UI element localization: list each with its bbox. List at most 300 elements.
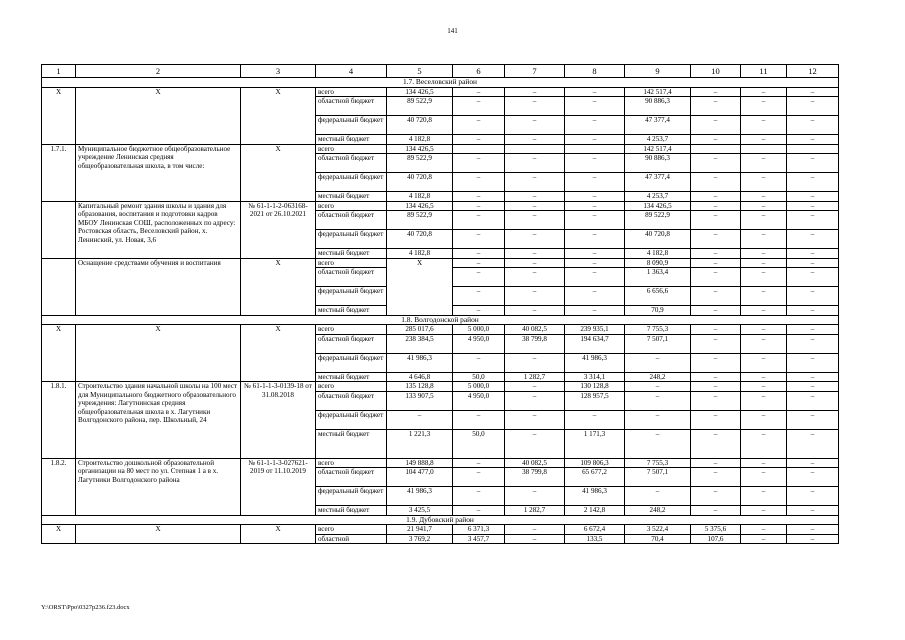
value-cell: 89 522,9 <box>625 211 691 230</box>
value-cell: 38 799,8 <box>505 334 565 353</box>
value-cell: – <box>691 382 741 392</box>
value-cell: – <box>741 468 787 487</box>
funding-source: областной бюджет <box>316 334 387 353</box>
value-cell: 1 363,4 <box>625 268 691 287</box>
funding-source: федеральный бюджет <box>316 353 387 372</box>
value-cell: 3 425,5 <box>387 506 453 516</box>
value-cell: – <box>741 97 787 116</box>
value-cell: – <box>787 135 839 145</box>
value-cell: – <box>787 116 839 135</box>
table-row <box>42 87 839 97</box>
funding-source: федеральный бюджет <box>316 410 387 429</box>
value-cell: – <box>565 116 625 135</box>
value-cell: 3 314,1 <box>565 372 625 382</box>
value-cell: 142 517,4 <box>625 87 691 97</box>
value-cell: – <box>787 391 839 410</box>
value-cell: – <box>741 201 787 211</box>
value-cell: – <box>691 135 741 145</box>
item-number: Х <box>42 525 76 544</box>
value-cell: – <box>691 97 741 116</box>
table-row <box>42 201 839 211</box>
funding-source: всего <box>316 458 387 468</box>
value-cell: – <box>505 382 565 392</box>
value-cell: 50,0 <box>453 372 505 382</box>
column-header: 9 <box>625 65 691 78</box>
value-cell: – <box>505 306 565 316</box>
value-cell: 41 986,3 <box>387 487 453 506</box>
value-cell: 3 522,4 <box>625 525 691 535</box>
value-cell: – <box>625 391 691 410</box>
value-cell: – <box>691 249 741 259</box>
value-cell: – <box>453 135 505 145</box>
value-cell: 7 755,3 <box>625 458 691 468</box>
value-cell: – <box>691 211 741 230</box>
value-cell: – <box>787 506 839 516</box>
funding-source: местный бюджет <box>316 306 387 316</box>
value-cell: – <box>505 258 565 268</box>
funding-source: всего <box>316 87 387 97</box>
value-cell: 1 171,3 <box>565 429 625 458</box>
item-number: 1.7.1. <box>42 144 76 201</box>
value-cell: 5 000,0 <box>453 382 505 392</box>
value-cell: 239 935,1 <box>565 325 625 335</box>
value-cell: – <box>741 458 787 468</box>
value-cell: – <box>565 230 625 249</box>
value-cell: – <box>505 268 565 287</box>
value-cell: – <box>741 268 787 287</box>
value-cell: 4 182,8 <box>387 135 453 145</box>
value-cell: – <box>741 353 787 372</box>
expertise-reference: Х <box>241 87 316 144</box>
value-cell: – <box>691 372 741 382</box>
value-cell: 109 806,3 <box>565 458 625 468</box>
column-header: 3 <box>241 65 316 78</box>
value-cell: – <box>453 173 505 192</box>
value-cell: – <box>741 334 787 353</box>
value-cell: – <box>787 192 839 202</box>
value-cell: 89 522,9 <box>387 211 453 230</box>
funding-source: местный бюджет <box>316 249 387 259</box>
column-header: 5 <box>387 65 453 78</box>
funding-source: всего <box>316 325 387 335</box>
value-cell <box>505 144 565 154</box>
value-cell: – <box>625 487 691 506</box>
value-cell: – <box>387 410 453 429</box>
value-cell: – <box>691 468 741 487</box>
value-cell: – <box>565 410 625 429</box>
value-cell: – <box>691 258 741 268</box>
value-cell: – <box>453 230 505 249</box>
value-cell <box>453 144 505 154</box>
file-path-footer: Y:\ORST\Ppo\0327p236.f23.docx <box>41 604 130 611</box>
value-cell: – <box>787 258 839 268</box>
value-cell: 70,4 <box>625 534 691 544</box>
expertise-reference: Х <box>241 325 316 382</box>
column-header: 2 <box>76 65 241 78</box>
item-name: Оснащение средствами обучения и воспитания <box>76 258 241 315</box>
table-row <box>42 325 839 335</box>
value-cell: 135 128,8 <box>387 382 453 392</box>
value-cell: 47 377,4 <box>625 116 691 135</box>
value-cell: – <box>741 192 787 202</box>
value-cell: 285 017,6 <box>387 325 453 335</box>
funding-source: всего <box>316 201 387 211</box>
value-cell: – <box>787 429 839 458</box>
value-cell: – <box>565 258 625 268</box>
value-cell: – <box>453 410 505 429</box>
value-cell: – <box>691 353 741 372</box>
value-cell: – <box>787 230 839 249</box>
item-number <box>42 201 76 258</box>
value-cell: – <box>787 173 839 192</box>
value-cell: – <box>505 287 565 306</box>
value-cell: 248,2 <box>625 506 691 516</box>
value-cell: 4 182,8 <box>387 249 453 259</box>
funding-source: местный бюджет <box>316 506 387 516</box>
value-cell: 5 375,6 <box>691 525 741 535</box>
value-cell: – <box>691 506 741 516</box>
column-header: 7 <box>505 65 565 78</box>
value-cell: 40 720,8 <box>387 116 453 135</box>
funding-source: всего <box>316 258 387 268</box>
expertise-reference: Х <box>241 144 316 201</box>
value-cell: 4 950,0 <box>453 334 505 353</box>
section-title: 1.8. Волгодонской район <box>42 315 839 325</box>
value-cell: – <box>625 353 691 372</box>
value-cell: 133 907,5 <box>387 391 453 410</box>
item-name: Х <box>76 525 241 544</box>
value-cell: – <box>741 429 787 458</box>
value-cell: 4 182,8 <box>387 192 453 202</box>
value-cell: – <box>565 287 625 306</box>
value-cell: 50,0 <box>453 429 505 458</box>
value-cell: 1 282,7 <box>505 372 565 382</box>
expertise-reference: № 61-1-1-3-027621-2019 от 11.10.2019 <box>241 458 316 515</box>
budget-table <box>41 64 839 544</box>
value-cell: – <box>741 173 787 192</box>
value-cell: – <box>505 154 565 173</box>
section-title: 1.7. Веселовский район <box>42 78 839 88</box>
value-cell: – <box>453 249 505 259</box>
value-cell: 1 282,7 <box>505 506 565 516</box>
value-cell: 41 986,3 <box>565 353 625 372</box>
value-cell: 149 888,8 <box>387 458 453 468</box>
value-cell: – <box>505 534 565 544</box>
value-cell: – <box>691 173 741 192</box>
value-cell: – <box>453 201 505 211</box>
funding-source: областной бюджет <box>316 268 387 287</box>
value-cell: – <box>505 230 565 249</box>
value-cell: 5 000,0 <box>453 325 505 335</box>
value-cell: – <box>691 391 741 410</box>
item-name: Строительство дошкольной образовательной организации на 80 мест по ул. Степная 1 а в х. Лагутники Волгодонского района <box>76 458 241 515</box>
value-cell: 128 957,5 <box>565 391 625 410</box>
value-cell: – <box>565 306 625 316</box>
value-cell <box>787 144 839 154</box>
value-cell: 238 384,5 <box>387 334 453 353</box>
value-cell: – <box>741 382 787 392</box>
funding-source: областной бюджет <box>316 211 387 230</box>
funding-source: местный бюджет <box>316 372 387 382</box>
value-cell: 104 477,0 <box>387 468 453 487</box>
funding-source: местный бюджет <box>316 192 387 202</box>
value-cell: – <box>787 306 839 316</box>
column-header: 11 <box>741 65 787 78</box>
value-cell: 90 886,3 <box>625 154 691 173</box>
value-cell: – <box>625 429 691 458</box>
value-cell: – <box>691 458 741 468</box>
value-cell: – <box>787 201 839 211</box>
value-cell: 2 142,8 <box>565 506 625 516</box>
value-cell: – <box>453 487 505 506</box>
value-cell: – <box>787 382 839 392</box>
value-cell: – <box>453 192 505 202</box>
item-number <box>42 258 76 315</box>
value-cell: – <box>787 410 839 429</box>
value-cell: – <box>741 506 787 516</box>
value-cell: – <box>505 97 565 116</box>
value-cell: – <box>565 201 625 211</box>
item-name: Х <box>76 87 241 144</box>
value-cell: – <box>691 154 741 173</box>
value-cell: – <box>741 325 787 335</box>
value-cell: 3 769,2 <box>387 534 453 544</box>
value-cell: – <box>787 287 839 306</box>
value-cell: – <box>505 87 565 97</box>
value-cell: – <box>625 382 691 392</box>
funding-source: федеральный бюджет <box>316 230 387 249</box>
value-cell: – <box>505 353 565 372</box>
value-cell: 134 426,5 <box>625 201 691 211</box>
value-cell: – <box>787 487 839 506</box>
value-cell: – <box>741 135 787 145</box>
value-cell: – <box>691 230 741 249</box>
item-number: 1.8.1. <box>42 382 76 459</box>
funding-source: федеральный бюджет <box>316 287 387 306</box>
value-cell: 6 656,6 <box>625 287 691 306</box>
value-cell: – <box>787 372 839 382</box>
value-cell: – <box>505 410 565 429</box>
value-cell: 40 720,8 <box>387 230 453 249</box>
value-cell: 4 253,7 <box>625 135 691 145</box>
value-cell: 107,6 <box>691 534 741 544</box>
item-number: Х <box>42 87 76 144</box>
value-cell: 90 886,3 <box>625 97 691 116</box>
value-cell: – <box>741 230 787 249</box>
value-cell: – <box>453 211 505 230</box>
value-cell: – <box>691 334 741 353</box>
value-cell: 21 941,7 <box>387 525 453 535</box>
value-cell: – <box>505 192 565 202</box>
value-cell: – <box>787 249 839 259</box>
funding-source: областной бюджет <box>316 154 387 173</box>
value-cell: – <box>741 116 787 135</box>
item-name: Муниципальное бюджетное общеобразовательное учреждение Ленинская средняя общеобразовательная школа, в том числе: <box>76 144 241 201</box>
value-cell: – <box>787 97 839 116</box>
column-header: 12 <box>787 65 839 78</box>
value-cell: – <box>565 249 625 259</box>
value-cell: 89 522,9 <box>387 154 453 173</box>
funding-source: всего <box>316 382 387 392</box>
value-cell: – <box>741 391 787 410</box>
value-cell: 4 182,8 <box>625 249 691 259</box>
value-cell: – <box>691 87 741 97</box>
value-cell: – <box>741 372 787 382</box>
value-cell: – <box>453 97 505 116</box>
value-cell: – <box>505 201 565 211</box>
funding-source: всего <box>316 525 387 535</box>
value-cell: 65 677,2 <box>565 468 625 487</box>
column-header-row <box>42 65 839 78</box>
value-cell: – <box>505 429 565 458</box>
value-cell: – <box>787 534 839 544</box>
value-cell: – <box>565 87 625 97</box>
value-cell: 40 720,8 <box>625 230 691 249</box>
value-cell: – <box>741 287 787 306</box>
value-cell: 194 634,7 <box>565 334 625 353</box>
item-name: Строительство здания начальной школы на 100 мест для Муниципального бюджетного образовательного учреждения: Лагутнинская средняя общеобразовательная школа в х. Лагутники Волгодонского района, пер. Школьный, 24 <box>76 382 241 459</box>
value-cell: – <box>787 525 839 535</box>
value-cell: 7 507,1 <box>625 468 691 487</box>
item-name: Х <box>76 325 241 382</box>
value-cell: – <box>505 391 565 410</box>
value-cell: Х <box>387 258 453 315</box>
section-row <box>42 78 839 88</box>
value-cell: – <box>453 306 505 316</box>
value-cell: – <box>565 211 625 230</box>
value-cell: 40 082,5 <box>505 325 565 335</box>
value-cell: – <box>741 525 787 535</box>
value-cell: – <box>741 249 787 259</box>
value-cell: 7 507,1 <box>625 334 691 353</box>
value-cell: 134 426,5 <box>387 87 453 97</box>
funding-source: федеральный бюджет <box>316 487 387 506</box>
value-cell: – <box>453 268 505 287</box>
value-cell: 41 986,3 <box>565 487 625 506</box>
value-cell: – <box>565 97 625 116</box>
value-cell: – <box>565 173 625 192</box>
value-cell: – <box>741 258 787 268</box>
value-cell: – <box>787 211 839 230</box>
expertise-reference: Х <box>241 525 316 544</box>
value-cell: 40 720,8 <box>387 173 453 192</box>
value-cell: – <box>691 306 741 316</box>
value-cell: – <box>787 154 839 173</box>
value-cell: 4 646,8 <box>387 372 453 382</box>
value-cell: – <box>691 487 741 506</box>
value-cell: – <box>453 287 505 306</box>
table-row <box>42 258 839 268</box>
column-header: 10 <box>691 65 741 78</box>
section-title: 1.9. Дубовский район <box>42 515 839 525</box>
funding-source: областной <box>316 534 387 544</box>
value-cell: – <box>691 325 741 335</box>
value-cell: 89 522,9 <box>387 97 453 116</box>
value-cell: – <box>453 506 505 516</box>
value-cell: – <box>453 468 505 487</box>
funding-source: областной бюджет <box>316 97 387 116</box>
value-cell: 1 221,3 <box>387 429 453 458</box>
value-cell: 4 253,7 <box>625 192 691 202</box>
value-cell: – <box>787 334 839 353</box>
funding-source: всего <box>316 144 387 154</box>
table-row <box>42 382 839 392</box>
value-cell: – <box>741 410 787 429</box>
value-cell: 40 082,5 <box>505 458 565 468</box>
value-cell: – <box>453 116 505 135</box>
value-cell: – <box>453 458 505 468</box>
column-header: 1 <box>42 65 76 78</box>
item-number: 1.8.2. <box>42 458 76 515</box>
table-row <box>42 525 839 535</box>
value-cell: 6 672,4 <box>565 525 625 535</box>
value-cell: – <box>565 135 625 145</box>
value-cell: – <box>505 211 565 230</box>
value-cell: 130 128,8 <box>565 382 625 392</box>
value-cell: – <box>741 487 787 506</box>
value-cell: – <box>625 410 691 429</box>
value-cell: – <box>691 268 741 287</box>
column-header: 4 <box>316 65 387 78</box>
table-row <box>42 144 839 154</box>
value-cell: – <box>741 534 787 544</box>
value-cell: – <box>691 287 741 306</box>
page-number: 141 <box>447 27 458 35</box>
value-cell: 47 377,4 <box>625 173 691 192</box>
value-cell: – <box>453 353 505 372</box>
value-cell: 7 755,3 <box>625 325 691 335</box>
value-cell: – <box>565 268 625 287</box>
value-cell: – <box>453 87 505 97</box>
value-cell: – <box>787 458 839 468</box>
value-cell <box>565 144 625 154</box>
value-cell: – <box>691 201 741 211</box>
value-cell: – <box>691 429 741 458</box>
value-cell: 3 457,7 <box>453 534 505 544</box>
value-cell: – <box>741 87 787 97</box>
value-cell: – <box>453 154 505 173</box>
value-cell: – <box>787 353 839 372</box>
value-cell: – <box>505 249 565 259</box>
value-cell: – <box>741 306 787 316</box>
value-cell: – <box>691 410 741 429</box>
value-cell <box>741 144 787 154</box>
value-cell <box>691 144 741 154</box>
value-cell: – <box>691 116 741 135</box>
funding-source: местный бюджет <box>316 429 387 458</box>
value-cell: – <box>453 258 505 268</box>
value-cell: – <box>565 154 625 173</box>
value-cell: 38 799,8 <box>505 468 565 487</box>
funding-source: областной бюджет <box>316 468 387 487</box>
value-cell: 4 950,0 <box>453 391 505 410</box>
value-cell: – <box>787 468 839 487</box>
value-cell: 6 371,3 <box>453 525 505 535</box>
column-header: 8 <box>565 65 625 78</box>
value-cell: 41 986,3 <box>387 353 453 372</box>
expertise-reference: № 61-1-1-3-0139-18 от 31.08.2018 <box>241 382 316 459</box>
funding-source: местный бюджет <box>316 135 387 145</box>
value-cell: – <box>565 192 625 202</box>
value-cell: – <box>505 135 565 145</box>
value-cell: 134 426,5 <box>387 201 453 211</box>
column-header: 6 <box>453 65 505 78</box>
funding-source: федеральный бюджет <box>316 173 387 192</box>
value-cell: 8 090,9 <box>625 258 691 268</box>
value-cell: – <box>505 116 565 135</box>
value-cell: – <box>691 192 741 202</box>
value-cell: 70,9 <box>625 306 691 316</box>
